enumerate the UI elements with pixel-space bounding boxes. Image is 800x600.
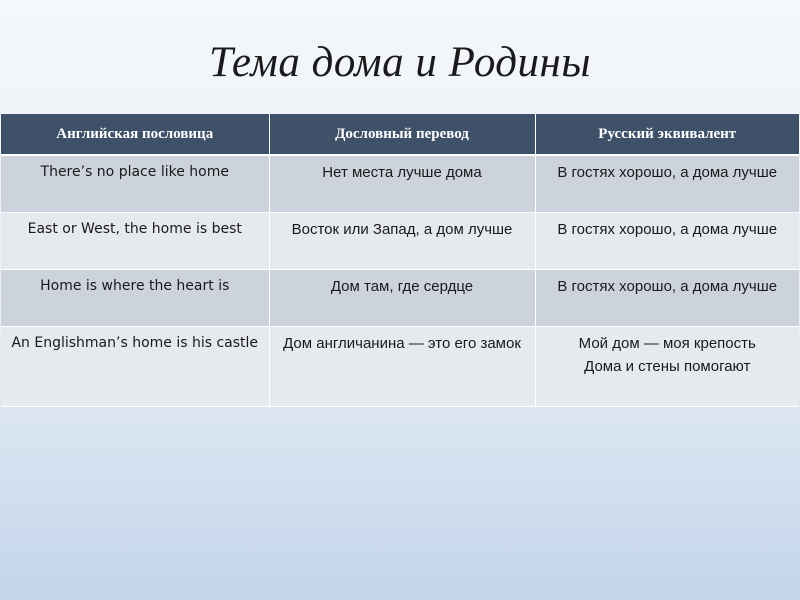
literal-translation-cell: Восток или Запад, а дом лучше [269, 213, 535, 270]
english-proverb-cell: East or West, the home is best [1, 213, 269, 270]
header-literal-translation: Дословный перевод [269, 114, 535, 155]
literal-translation-cell: Дом там, где сердце [269, 270, 535, 327]
header-russian-equivalent: Русский эквивалент [535, 114, 799, 155]
slide-title: Тема дома и Родины [209, 39, 591, 86]
english-proverb-cell: There’s no place like home [1, 155, 269, 213]
proverbs-table [1, 114, 799, 407]
russian-equivalent-cell: В гостях хорошо, а дома лучше [535, 270, 799, 327]
english-proverb-cell: An Englishman’s home is his castle [1, 327, 269, 407]
english-proverb-cell: Home is where the heart is [1, 270, 269, 327]
russian-equivalent-cell: В гостях хорошо, а дома лучше [535, 155, 799, 213]
russian-equivalent-cell: Мой дом — моя крепость Дома и стены помогают [535, 327, 799, 407]
table-row [1, 270, 799, 327]
table-row [1, 327, 799, 407]
table-row [1, 213, 799, 270]
table-row [1, 155, 799, 213]
literal-translation-cell: Дом англичанина — это его замок [269, 327, 535, 407]
literal-translation-cell: Нет места лучше дома [269, 155, 535, 213]
header-english-proverb: Английская пословица [1, 114, 269, 155]
russian-equivalent-cell: В гостях хорошо, а дома лучше [535, 213, 799, 270]
table-header-row [1, 114, 799, 155]
